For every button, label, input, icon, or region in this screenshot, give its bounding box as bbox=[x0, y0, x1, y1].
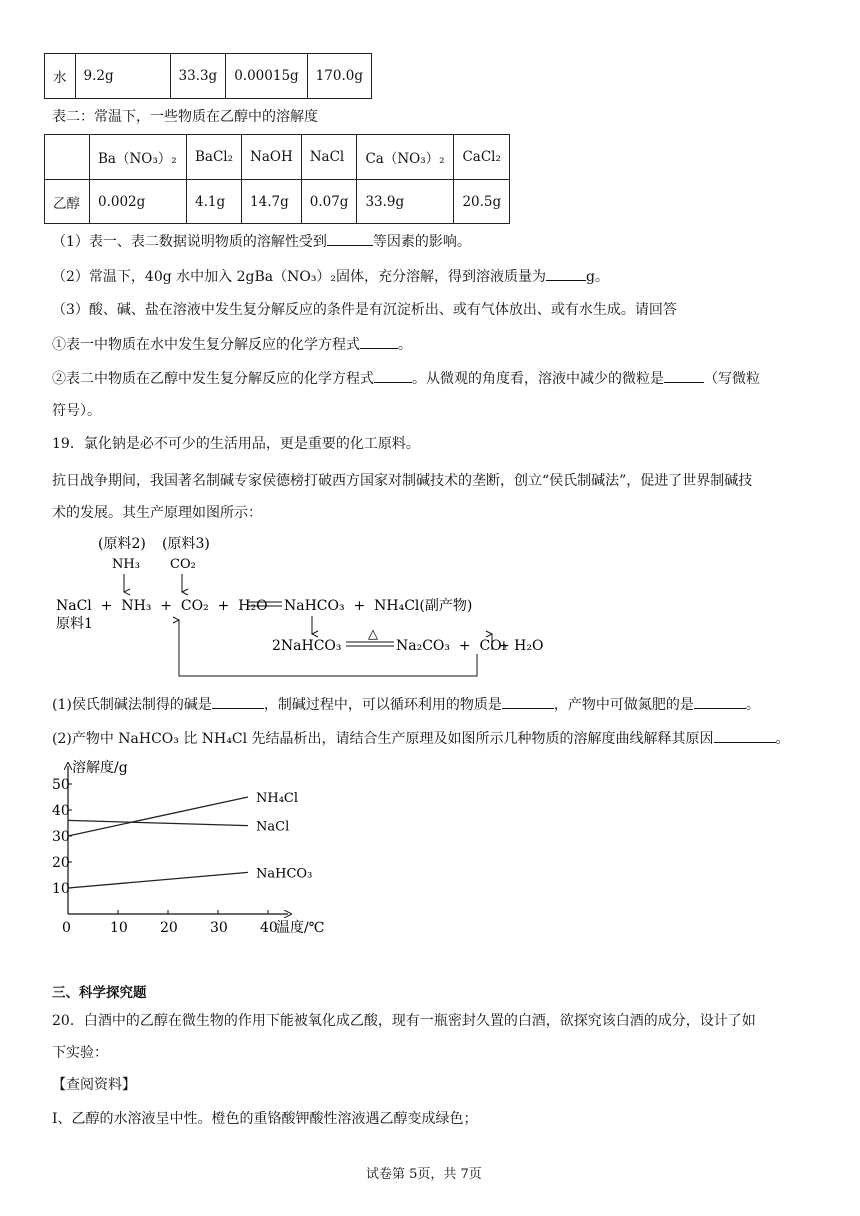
table1-tail bbox=[44, 53, 372, 99]
q18-part2: （2）常温下，40g 水中加入 2gBa（NO₃）₂固体，充分溶解，得到溶液质量为 g。 bbox=[52, 266, 609, 288]
q18-part4: ①表一中物质在水中发生复分解反应的化学方程式 。 bbox=[52, 334, 412, 356]
q19-intro-line1: 抗日战争期间，我国著名制碱专家侯德榜打破西方国家对制碱技术的垄断，创立“侯氏制碱法”，促进了世界制碱技 bbox=[52, 473, 753, 489]
table-header: NaOH bbox=[242, 135, 302, 180]
page-footer: 试卷第 5页，共 7页 bbox=[366, 1167, 482, 1182]
table-header: NaCl bbox=[301, 135, 357, 180]
x-tick-label: 10 bbox=[110, 920, 128, 934]
raw-material-2-label: (原料2) bbox=[98, 536, 146, 552]
raw-material-3-label: (原料3) bbox=[162, 536, 210, 552]
table-header: Ba（NO₃）₂ bbox=[90, 135, 187, 180]
table-cell: 0.002g bbox=[90, 180, 187, 224]
process-diagram bbox=[50, 530, 570, 690]
x-tick-label: 30 bbox=[210, 920, 228, 934]
x-axis-label: 温度/℃ bbox=[276, 920, 325, 934]
q19-intro-line2: 术的发展。其生产原理如图所示： bbox=[52, 505, 262, 521]
table-cell: 4.1g bbox=[187, 180, 242, 224]
table-header: Ca（NO₃）₂ bbox=[357, 135, 454, 180]
x-tick-label: 0 bbox=[62, 920, 71, 934]
table-cell: 20.5g bbox=[454, 180, 510, 224]
y-tick-label: 10 bbox=[52, 881, 70, 897]
q18-part1: （1）表一、表二数据说明物质的溶解性受到 等因素的影响。 bbox=[52, 231, 471, 253]
q18-part3: （3）酸、碱、盐在溶液中发生复分解反应的条件是有沉淀析出、或有气体放出、或有水生成。请回答 bbox=[52, 302, 677, 318]
nh3-top: NH₃ bbox=[112, 557, 140, 572]
q20-line1: 20．白酒中的乙醇在微生物的作用下能被氧化成乙酸，现有一瓶密封久置的白酒，欲探究该白酒的成分，设计了如 bbox=[52, 1013, 756, 1029]
q20-line2: 下实验： bbox=[52, 1045, 108, 1061]
table-cell: 33.9g bbox=[357, 180, 454, 224]
co2-top: CO₂ bbox=[170, 557, 196, 572]
table-cell: 170.0g bbox=[307, 54, 371, 99]
series-label-0: NH₄Cl bbox=[256, 791, 299, 806]
section3-heading: 三、科学探究题 bbox=[52, 985, 147, 1001]
q19-part2: (2)产物中 NaHCO₃ 比 NH₄Cl 先结晶析出，请结合生产原理及如图所示几种物质的溶解度曲线解释其原因 。 bbox=[52, 728, 790, 750]
q19-title: 19．氯化钠是必不可少的生活用品，更是重要的化工原料。 bbox=[52, 436, 420, 452]
table-header: BaCl₂ bbox=[187, 135, 242, 180]
y-tick-label: 50 bbox=[52, 777, 70, 793]
equation1-right: NaHCO₃ + NH₄Cl(副产物) bbox=[284, 598, 473, 614]
table-cell: 乙醇 bbox=[45, 180, 90, 224]
table2-caption: 表二：常温下，一些物质在乙醇中的溶解度 bbox=[52, 109, 318, 125]
table2 bbox=[44, 134, 510, 224]
table-cell: 14.7g bbox=[242, 180, 302, 224]
table-header bbox=[45, 135, 90, 180]
series-line-1 bbox=[68, 820, 248, 825]
table-cell: 水 bbox=[45, 54, 76, 99]
table-cell: 0.00015g bbox=[226, 54, 307, 99]
x-tick-label: 20 bbox=[160, 920, 178, 934]
equation2-tail: + H₂O bbox=[498, 638, 544, 654]
y-tick-label: 30 bbox=[52, 829, 70, 845]
y-axis-label: 溶解度/g bbox=[72, 760, 128, 776]
table-cell: 0.07g bbox=[301, 180, 357, 224]
table-header: CaCl₂ bbox=[454, 135, 510, 180]
series-label-2: NaHCO₃ bbox=[256, 866, 313, 882]
q18-part5-cont: 符号）。 bbox=[52, 403, 101, 419]
equation2-left: 2NaHCO₃ bbox=[272, 638, 342, 654]
solubility-chart bbox=[48, 754, 368, 934]
series-line-0 bbox=[68, 797, 248, 836]
series-label-1: NaCl bbox=[256, 819, 290, 835]
series-line-2 bbox=[68, 872, 248, 888]
table-cell: 33.3g bbox=[170, 54, 226, 99]
q19-part1: (1)侯氏制碱法制得的碱是 ，制碱过程中，可以循环利用的物质是 ，产物中可做氮肥的是 。 bbox=[52, 694, 760, 716]
x-tick-label: 40 bbox=[260, 920, 278, 934]
y-tick-label: 20 bbox=[52, 855, 70, 871]
q18-part5: ②表二中物质在乙醇中发生复分解反应的化学方程式 。从微观的角度看，溶液中减少的微粒是 （写微粒 bbox=[52, 368, 760, 390]
y-tick-label: 40 bbox=[52, 803, 70, 819]
reference-item-1: Ⅰ、乙醇的水溶液呈中性。橙色的重铬酸钾酸性溶液遇乙醇变成绿色； bbox=[52, 1111, 478, 1127]
equation1-left: NaCl + NH₃ + CO₂ + H₂O bbox=[56, 598, 268, 614]
heat-symbol: △ bbox=[368, 627, 378, 642]
reference-heading: 【查阅资料】 bbox=[52, 1077, 136, 1093]
equation2-right: Na₂CO₃ + CO₂ bbox=[396, 638, 508, 654]
raw-material-1-label: 原料1 bbox=[56, 616, 93, 632]
table-cell: 9.2g bbox=[75, 54, 170, 99]
